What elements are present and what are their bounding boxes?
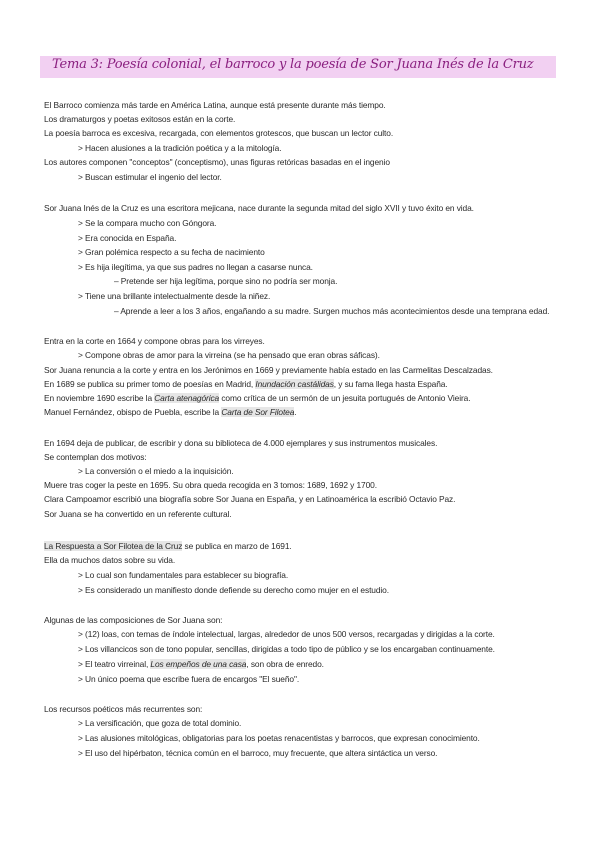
bullet-line: > Un único poema que escribe fuera de encargos "El sueño".: [78, 674, 300, 684]
sub-bullet-line: – Pretende ser hija legítima, porque sino no podría ser monja.: [114, 276, 338, 286]
book-title: Inundación castálidas: [255, 379, 334, 389]
paragraph-line: Ella da muchos datos sobre su vida.: [44, 555, 176, 565]
work-title: La Respuesta a Sor Filotea de la Cruz: [44, 541, 183, 551]
paragraph-line: En 1689 se publica su primer tomo de poesías en Madrid, Inundación castálidas, y su fama llega hasta España.: [44, 379, 448, 389]
work-title: Los empeños de una casa: [150, 659, 247, 669]
bullet-line: > Gran polémica respecto a su fecha de nacimiento: [78, 247, 265, 257]
bullet-line: > Los villancicos son de tono popular, sencillas, dirigidas a todo tipo de público y se los encargaban continuamente.: [78, 644, 495, 654]
bullet-line: > Tiene una brillante intelectualmente desde la niñez.: [78, 291, 271, 301]
paragraph-line: Sor Juana renuncia a la corte y entra en los Jerónimos en 1669 y previamente había estado en las Carmelitas Descalzadas.: [44, 365, 493, 375]
paragraph-line: Se contemplan dos motivos:: [44, 452, 147, 462]
paragraph-line: Sor Juana se ha convertido en un referente cultural.: [44, 509, 232, 519]
bullet-line: > Compone obras de amor para la virreina (se ha pensado que eran obras sáficas).: [78, 350, 380, 360]
paragraph-line: Sor Juana Inés de la Cruz es una escritora mejicana, nace durante la segunda mitad del siglo XVII y tuvo éxito en vida.: [44, 203, 474, 213]
bullet-line: > El uso del hipérbaton, técnica común en el barroco, muy frecuente, que altera sintáctica un verso.: [78, 748, 438, 758]
sub-bullet-line: – Aprende a leer a los 3 años, engañando a su madre. Surgen muchos más acontecimientos desde una temprana edad.: [114, 306, 550, 316]
paragraph-line: En noviembre 1690 escribe la Carta atenagórica como crítica de un sermón de un jesuita portugués de Antonio Vieira.: [44, 393, 471, 403]
paragraph-line: Manuel Fernández, obispo de Puebla, escribe la Carta de Sor Filotea.: [44, 407, 297, 417]
bullet-line: > Hacen alusiones a la tradición poética y a la mitología.: [78, 143, 282, 153]
bullet-line: > Las alusiones mitológicas, obligatorias para los poetas renacentistas y barrocos, que expresan conocimiento.: [78, 733, 480, 743]
bullet-line: > Es hija ilegítima, ya que sus padres no llegan a casarse nunca.: [78, 262, 313, 272]
paragraph-line: Los autores componen "conceptos" (conceptismo), unas figuras retóricas basadas en el ingenio: [44, 157, 390, 167]
paragraph-line: La Respuesta a Sor Filotea de la Cruz se publica en marzo de 1691.: [44, 541, 292, 551]
bullet-line: > El teatro virreinal, Los empeños de una casa, son obra de enredo.: [78, 659, 324, 669]
bullet-line: > Es considerado un manifiesto donde defiende su derecho como mujer en el estudio.: [78, 585, 389, 595]
paragraph-line: Clara Campoamor escribió una biografía sobre Sor Juana en España, y en Latinoamérica la escribió Octavio Paz.: [44, 494, 456, 504]
bullet-line: > La conversión o el miedo a la inquisición.: [78, 466, 234, 476]
paragraph-line: Los recursos poéticos más recurrentes son:: [44, 704, 203, 714]
work-title: Carta atenagórica: [154, 393, 220, 403]
bullet-line: > (12) loas, con temas de índole intelectual, largas, alrededor de unos 500 versos, recargadas y dirigidas a la corte.: [78, 629, 495, 639]
paragraph-line: La poesía barroca es excesiva, recargada, con elementos grotescos, que buscan un lector culto.: [44, 128, 394, 138]
paragraph-line: Algunas de las composiciones de Sor Juana son:: [44, 615, 223, 625]
page-title: Tema 3: Poesía colonial, el barroco y la poesía de Sor Juana Inés de la Cruz: [52, 57, 534, 72]
bullet-line: > Se la compara mucho con Góngora.: [78, 218, 217, 228]
bullet-line: > Era conocida en España.: [78, 233, 177, 243]
paragraph-line: En 1694 deja de publicar, de escribir y dona su biblioteca de 4.000 ejemplares y sus instrumentos musicales.: [44, 438, 438, 448]
paragraph-line: El Barroco comienza más tarde en América Latina, aunque está presente durante más tiempo.: [44, 100, 386, 110]
work-title: Carta de Sor Filotea: [221, 407, 295, 417]
paragraph-line: Entra en la corte en 1664 y compone obras para los virreyes.: [44, 336, 265, 346]
bullet-line: > Lo cual son fundamentales para establecer su biografía.: [78, 570, 289, 580]
bullet-line: > Buscan estimular el ingenio del lector.: [78, 172, 222, 182]
bullet-line: > La versificación, que goza de total dominio.: [78, 718, 242, 728]
paragraph-line: Los dramaturgos y poetas exitosos están en la corte.: [44, 114, 236, 124]
paragraph-line: Muere tras coger la peste en 1695. Su obra queda recogida en 3 tomos: 1689, 1692 y 1700.: [44, 480, 377, 490]
